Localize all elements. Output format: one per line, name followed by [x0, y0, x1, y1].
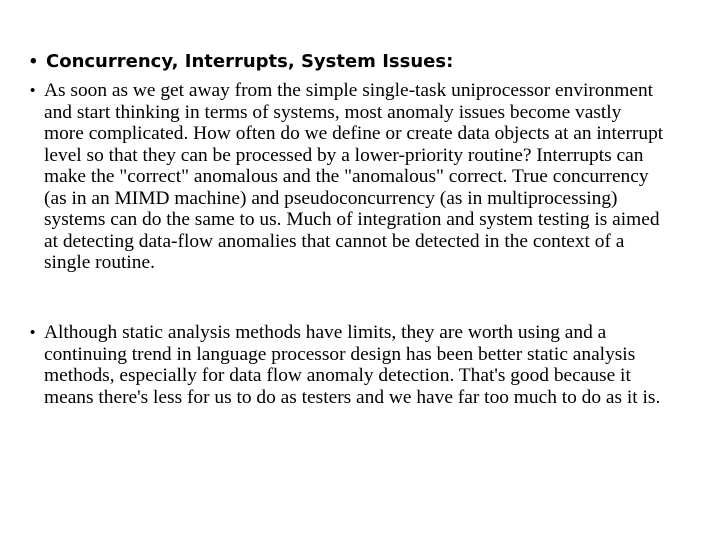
- bullet-item-1: [28, 80, 664, 274]
- slide-heading: Concurrency, Interrupts, System Issues:: [46, 51, 454, 72]
- bullet-icon: •: [30, 51, 37, 72]
- bullet-item-2: [28, 322, 664, 408]
- bullet-icon: •: [30, 82, 36, 99]
- heading-bullet-item: [28, 48, 453, 76]
- bullet-icon: •: [30, 324, 36, 341]
- bullet-paragraph-2: Although static analysis methods have limits, they are worth using and a continuing trend in language processor design has been better static analysis methods, especially for data flow anomaly detection. That's good because it means there's less for us to do as testers and we have far too much to do as it is.: [44, 322, 661, 408]
- bullet-paragraph-1: As soon as we get away from the simple single-task uniprocessor environment and start thinking in terms of systems, most anomaly issues become vastly more complicated. How often do we define or create data objects at an interrupt level so that they can be processed by a lower-priority routine? Interrupts can make the "correct" anomalous and the "anomalous" correct. True concurrency (as in an MIMD machine) and pseudoconcurrency (as in multiprocessing) systems can do the same to us. Much of integration and system testing is aimed at detecting data-flow anomalies that cannot be detected in the context of a single routine.: [44, 80, 664, 273]
